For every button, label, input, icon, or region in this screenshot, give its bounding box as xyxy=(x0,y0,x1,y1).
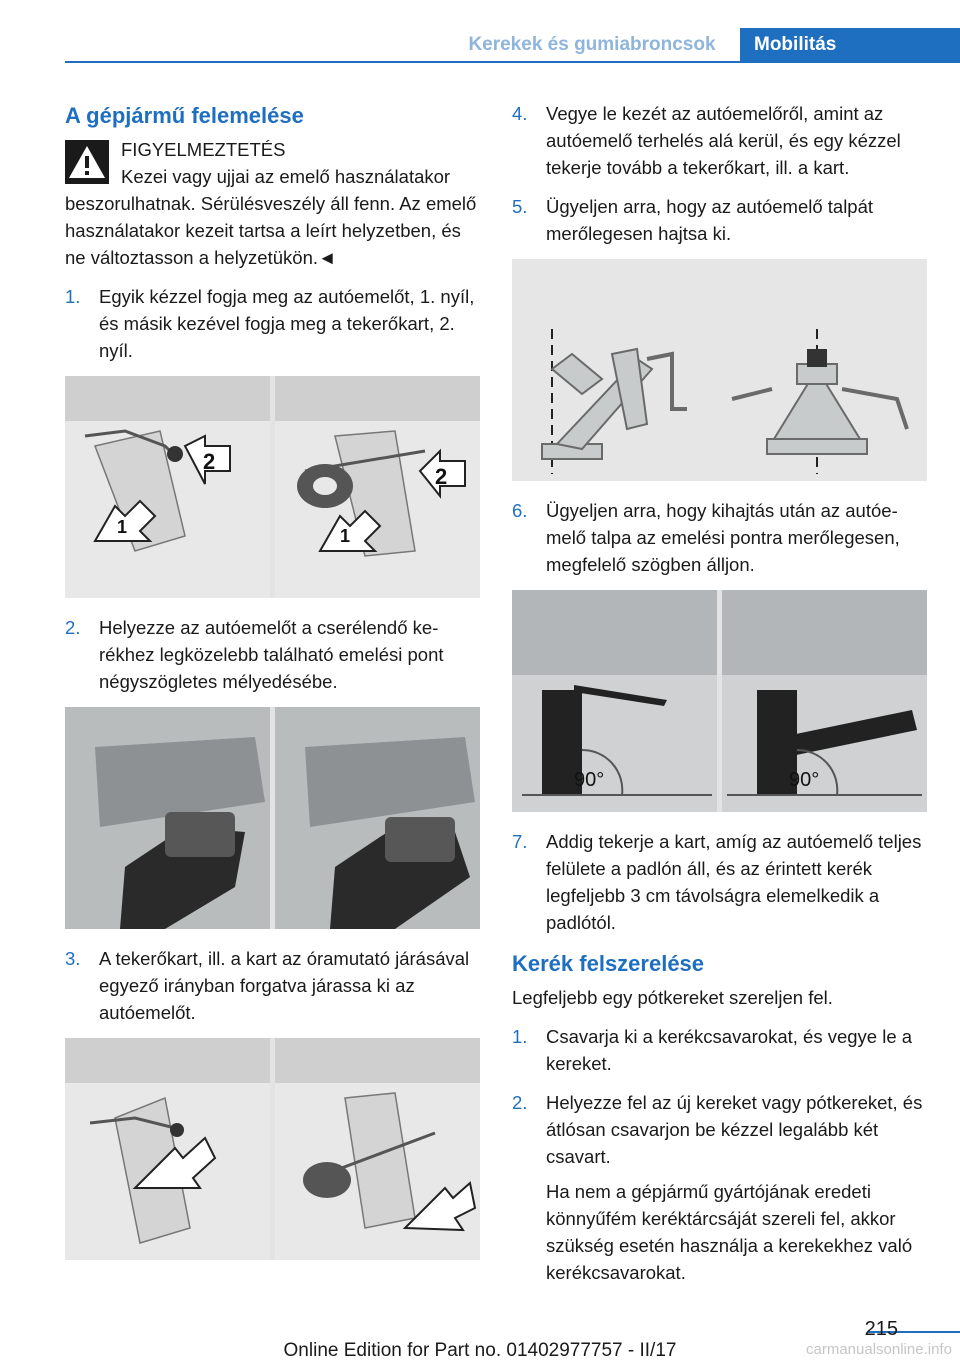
watermark: carmanualsonline.info xyxy=(806,1341,952,1358)
step-number: 2. xyxy=(512,1092,528,1113)
steps-list-2 xyxy=(65,614,480,695)
header-section-title: Kerekek és gumiabroncsok xyxy=(468,34,716,55)
step-number: 6. xyxy=(512,500,528,521)
warning-block xyxy=(65,136,480,271)
step-text: Helyezze fel az új kereket vagy pótkereket, és átlósan csavarjon be kézzel legalább két csavart. xyxy=(546,1092,923,1167)
figure-lifting-point-photo xyxy=(65,707,480,929)
list-item xyxy=(65,614,480,695)
step-text: A tekerőkart, ill. a kart az óramutató járásával egyező irányban forgatva járassa ki az autóemelőt. xyxy=(99,948,470,1023)
crank-rotation-illustration xyxy=(65,1038,480,1260)
figure-right-angle xyxy=(512,590,927,812)
steps-list-1 xyxy=(65,283,480,364)
step-note: Ha nem a gépjármű gyártójának eredeti könnyűfém keréktárcsáját szereli fel, akkor szükség esetén használja a kerekekhez való kerékcsavarokat. xyxy=(546,1181,913,1283)
figure-label: 2 xyxy=(435,464,448,489)
step-text: Egyik kézzel fogja meg az autóemelőt, 1. nyíl, és másik kezével fogja meg a tekerőkart, 2. nyíl. xyxy=(99,286,475,361)
steps-list-7 xyxy=(512,1023,927,1286)
header-chapter-tab: Mobilitás xyxy=(740,28,960,62)
step-number: 5. xyxy=(512,196,528,217)
list-item xyxy=(512,193,927,247)
list-item xyxy=(512,828,927,936)
edition-line: Online Edition for Part no. 01402977757 - II/17 xyxy=(283,1340,677,1361)
figure-jack-foot-perpendicular xyxy=(512,259,927,481)
step-number: 4. xyxy=(512,103,528,124)
list-item xyxy=(512,497,927,578)
figure-jack-grip xyxy=(65,376,480,598)
page-header xyxy=(0,0,960,62)
figure-label: 2 xyxy=(203,449,216,474)
figure-crank-rotation xyxy=(65,1038,480,1260)
steps-list-5 xyxy=(512,497,927,578)
page-number: 215 xyxy=(864,1318,898,1340)
step-number: 2. xyxy=(65,617,81,638)
wheel-intro-text: Legfeljebb egy pótkereket szereljen fel. xyxy=(512,987,833,1008)
steps-list-6 xyxy=(512,828,927,936)
right-angle-photo xyxy=(512,590,927,812)
list-item xyxy=(65,945,480,1026)
list-item xyxy=(512,100,927,181)
step-number: 1. xyxy=(512,1026,528,1047)
jack-grip-illustration xyxy=(65,376,480,598)
figure-label: 1 xyxy=(340,526,351,546)
right-column xyxy=(512,100,927,1298)
list-item xyxy=(512,1089,927,1286)
step-text: Helyezze az autóemelőt a cserélendő kerékhez legközelebb található emelési pont négyszögletes mélyedésébe. xyxy=(99,617,444,692)
angle-label: 90° xyxy=(574,769,605,791)
warning-text: Kezei vagy ujjai az emelő használatakor beszorulhatnak. Sérülésveszély áll fenn. Az emelő használatakor kezeit tartsa a leírt helyzetben, és ne változtasson a helyzetükön.◄ xyxy=(65,166,477,268)
steps-list-3 xyxy=(65,945,480,1026)
list-item xyxy=(512,1023,927,1077)
angle-label: 90° xyxy=(789,769,820,791)
step-text: Vegye le kezét az autóemelőről, amint az autóemelő terhelés alá kerül, és egy kézzel tekerje tovább a tekerőkart, ill. a kart. xyxy=(546,103,901,178)
step-text: Csavarja ki a kerékcsavarokat, és vegye le a kereket. xyxy=(546,1026,913,1074)
step-number: 1. xyxy=(65,286,81,307)
list-item xyxy=(65,283,480,364)
left-column xyxy=(65,100,480,1276)
figure-label: 1 xyxy=(117,517,128,537)
steps-list-4 xyxy=(512,100,927,247)
step-text: Ügyeljen arra, hogy kihajtás után az autóemelő talpa az emelési pontra merőlegesen, megfelelő szögben álljon. xyxy=(546,500,900,575)
warning-triangle-icon xyxy=(65,140,109,184)
jack-foot-illustration xyxy=(512,259,927,481)
step-number: 7. xyxy=(512,831,528,852)
step-text: Ügyeljen arra, hogy az autóemelő talpát merőlegesen hajtsa ki. xyxy=(546,196,874,244)
step-text: Addig tekerje a kart, amíg az autóemelő teljes felülete a padlón áll, és az érintett kerék legfeljebb 3 cm távolságra elemelkedik a padlótól. xyxy=(546,831,922,933)
header-rule xyxy=(65,61,960,63)
step-number: 3. xyxy=(65,948,81,969)
section-heading-lifting: A gépjármű felemelése xyxy=(65,103,304,128)
warning-title: FIGYELMEZTETÉS xyxy=(121,139,286,160)
lifting-point-photo xyxy=(65,707,480,929)
section-heading-wheel-mounting: Kerék felszerelése xyxy=(512,951,705,976)
